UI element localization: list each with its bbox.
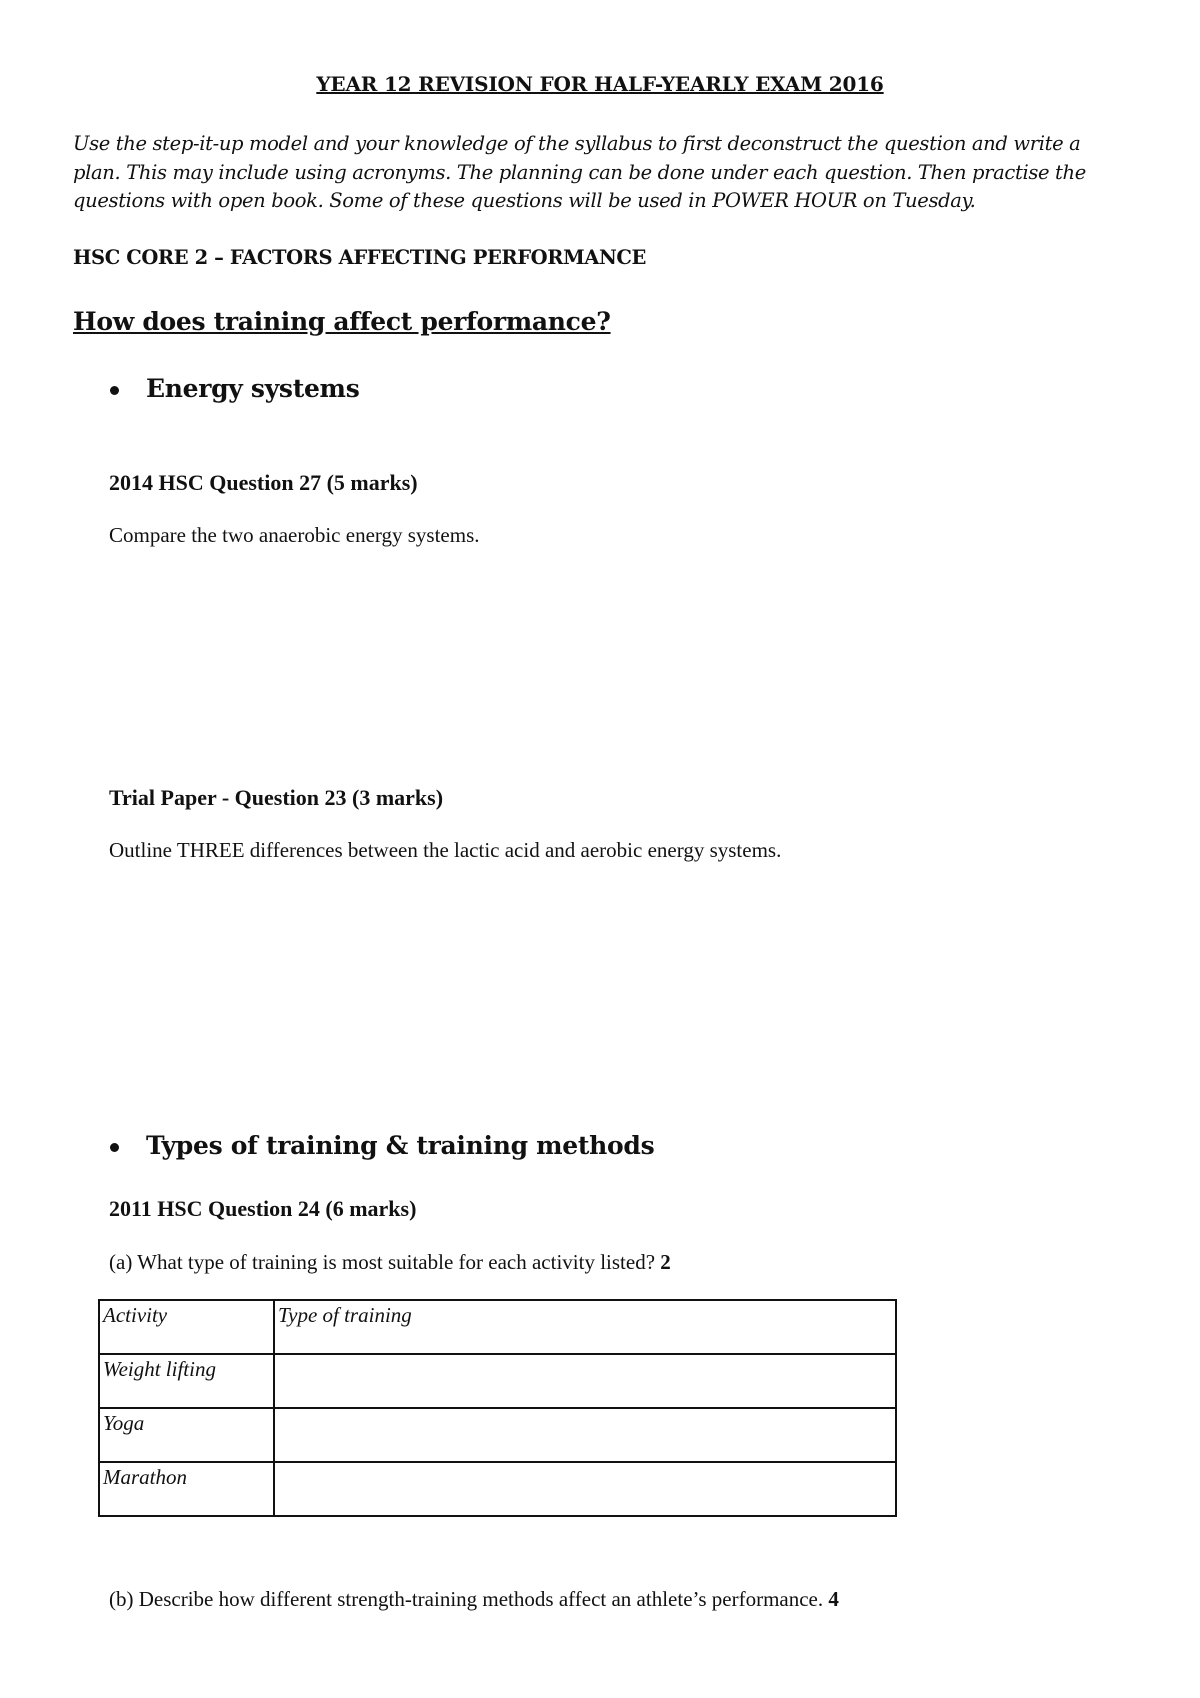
table-row xyxy=(99,1408,896,1462)
question-part-b-marks: 4 xyxy=(828,1587,839,1611)
table-cell-answer[interactable] xyxy=(274,1354,896,1408)
question-part-b-text: (b) Describe how different strength-training methods affect an athlete’s performance. xyxy=(109,1587,824,1611)
intro-line: plan. This may include using acronyms. The planning can be done under each question. Then practise the xyxy=(73,160,1086,184)
intro-line: questions with open book. Some of these questions will be used in POWER HOUR on Tuesday. xyxy=(73,189,976,212)
question-heading: Trial Paper - Question 23 (3 marks) xyxy=(109,785,444,810)
bullet-icon xyxy=(110,1143,119,1152)
document-title: YEAR 12 REVISION FOR HALF-YEARLY EXAM 2016 xyxy=(316,72,884,96)
question-part-a-marks: 2 xyxy=(660,1250,671,1274)
table-cell-activity: Yoga xyxy=(99,1408,274,1462)
table-row xyxy=(99,1462,896,1516)
table-cell-activity: Weight lifting xyxy=(99,1354,274,1408)
section-heading-energy-systems: Energy systems xyxy=(146,374,360,403)
table-row xyxy=(99,1354,896,1408)
section-heading-types-of-training: Types of training & training methods xyxy=(146,1131,655,1160)
core-heading: HSC CORE 2 – FACTORS AFFECTING PERFORMANCE xyxy=(73,246,646,269)
activity-training-table xyxy=(98,1299,897,1517)
question-part-a-text: (a) What type of training is most suitable for each activity listed? xyxy=(109,1250,656,1274)
table-header-type-of-training: Type of training xyxy=(274,1300,896,1354)
question-heading: 2014 HSC Question 27 (5 marks) xyxy=(109,470,418,495)
question-part-b xyxy=(109,1587,839,1612)
question-text: Compare the two anaerobic energy systems. xyxy=(109,523,480,547)
main-heading: How does training affect performance? xyxy=(73,307,611,336)
table-cell-activity: Marathon xyxy=(99,1462,274,1516)
question-part-a xyxy=(109,1250,671,1275)
intro-line: Use the step-it-up model and your knowledge of the syllabus to first deconstruct the question and write a xyxy=(73,132,1081,155)
question-heading: 2011 HSC Question 24 (6 marks) xyxy=(109,1196,417,1221)
table-cell-answer[interactable] xyxy=(274,1408,896,1462)
table-header-row xyxy=(99,1300,896,1354)
table-header-activity: Activity xyxy=(99,1300,274,1354)
table-cell-answer[interactable] xyxy=(274,1462,896,1516)
question-text: Outline THREE differences between the lactic acid and aerobic energy systems. xyxy=(109,838,782,862)
bullet-icon xyxy=(110,386,119,395)
intro-paragraph xyxy=(73,130,1143,216)
